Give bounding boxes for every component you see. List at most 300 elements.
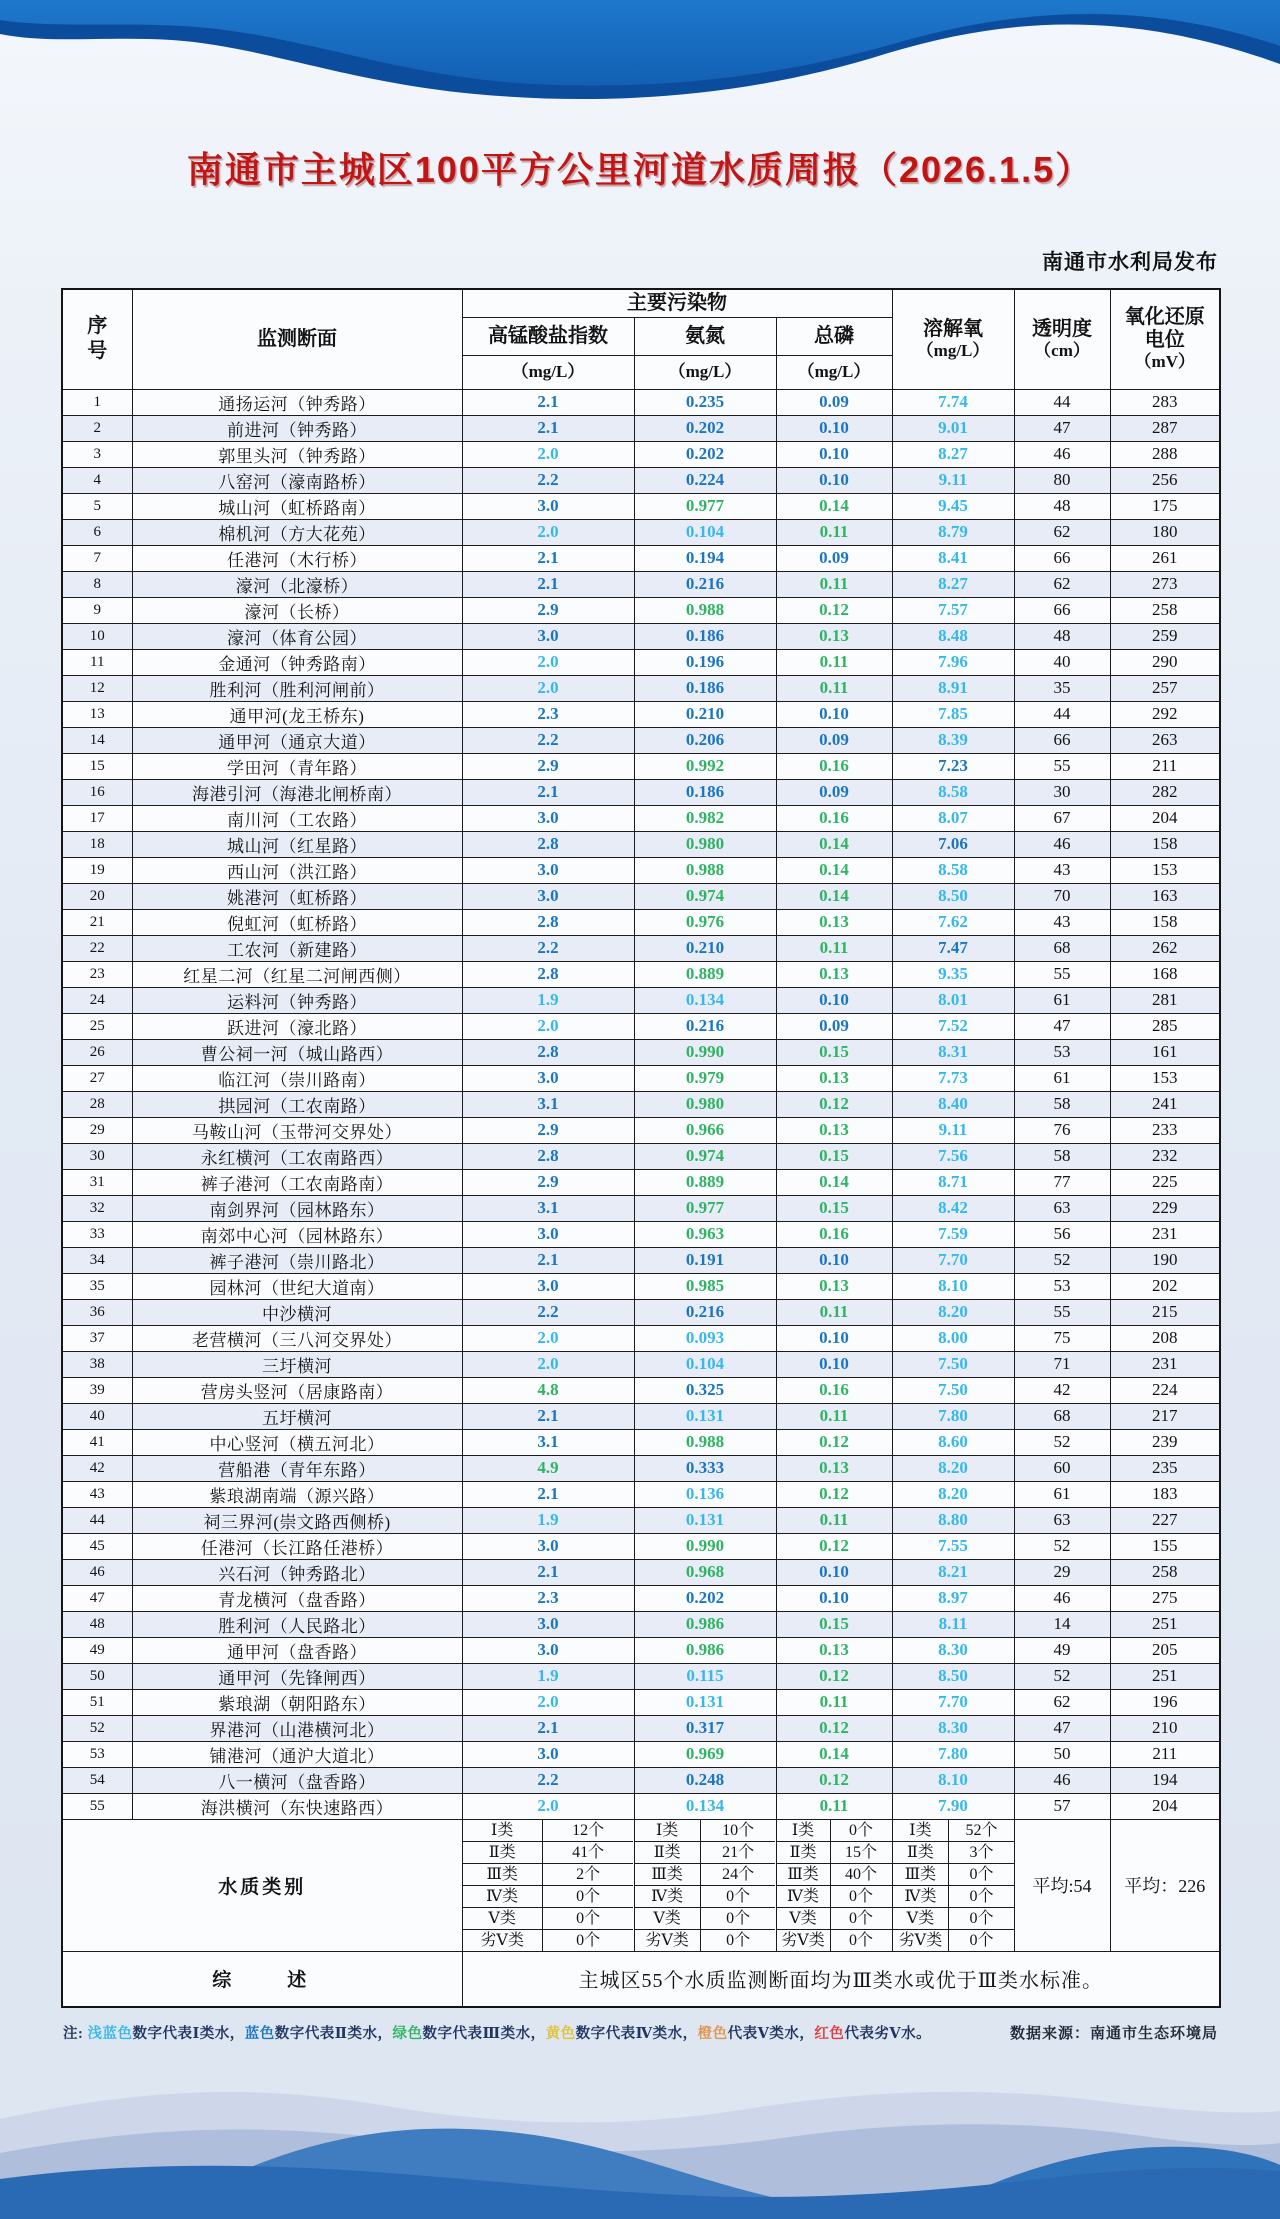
summary-class-label: Ⅲ类: [463, 1864, 543, 1886]
row-codmn-value: 2.1: [462, 1559, 634, 1585]
table-footer: [62, 1819, 1220, 2007]
row-section-name: 学田河（青年路）: [132, 753, 462, 779]
summary-class-label: Ⅴ类: [893, 1908, 950, 1930]
row-nh3n-value: 0.966: [634, 1117, 776, 1143]
row-do-value: 7.55: [892, 1533, 1014, 1559]
row-do-value: 8.30: [892, 1637, 1014, 1663]
table-row: [62, 1221, 1220, 1247]
row-tp-value: 0.15: [776, 1195, 892, 1221]
row-transparency-value: 55: [1014, 961, 1110, 987]
row-orp-value: 224: [1110, 1377, 1220, 1403]
row-do-value: 7.80: [892, 1403, 1014, 1429]
row-do-value: 7.62: [892, 909, 1014, 935]
row-codmn-value: 3.0: [462, 805, 634, 831]
row-orp-value: 183: [1110, 1481, 1220, 1507]
row-transparency-value: 67: [1014, 805, 1110, 831]
summary-class-label: Ⅱ类: [463, 1842, 543, 1864]
row-codmn-value: 2.2: [462, 467, 634, 493]
row-seq: 40: [62, 1403, 132, 1429]
row-transparency-value: 60: [1014, 1455, 1110, 1481]
row-seq: 55: [62, 1793, 132, 1819]
row-nh3n-value: 0.216: [634, 571, 776, 597]
table-row: [62, 727, 1220, 753]
row-tp-value: 0.10: [776, 1351, 892, 1377]
row-nh3n-value: 0.990: [634, 1533, 776, 1559]
row-do-value: 8.20: [892, 1481, 1014, 1507]
row-section-name: 兴石河（钟秀路北）: [132, 1559, 462, 1585]
header-codmn: 高锰酸盐指数: [462, 317, 634, 355]
row-orp-value: 258: [1110, 597, 1220, 623]
row-nh3n-value: 0.982: [634, 805, 776, 831]
row-do-value: 8.00: [892, 1325, 1014, 1351]
row-do-value: 7.56: [892, 1143, 1014, 1169]
row-orp-value: 292: [1110, 701, 1220, 727]
row-transparency-value: 44: [1014, 701, 1110, 727]
row-seq: 9: [62, 597, 132, 623]
row-transparency-value: 14: [1014, 1611, 1110, 1637]
row-orp-value: 282: [1110, 779, 1220, 805]
row-transparency-value: 53: [1014, 1039, 1110, 1065]
summary-class-label: Ⅴ类: [463, 1908, 543, 1930]
summary-class-count: 12个: [543, 1820, 634, 1842]
row-nh3n-value: 0.990: [634, 1039, 776, 1065]
row-do-value: 7.96: [892, 649, 1014, 675]
row-nh3n-value: 0.131: [634, 1507, 776, 1533]
row-nh3n-value: 0.115: [634, 1663, 776, 1689]
row-transparency-value: 52: [1014, 1247, 1110, 1273]
row-codmn-value: 2.1: [462, 571, 634, 597]
row-orp-value: 211: [1110, 1741, 1220, 1767]
row-section-name: 运料河（钟秀路）: [132, 987, 462, 1013]
header-transparency: 透明度 （cm）: [1014, 289, 1110, 389]
row-seq: 7: [62, 545, 132, 571]
row-seq: 28: [62, 1091, 132, 1117]
row-section-name: 通甲河（盘香路）: [132, 1637, 462, 1663]
summary-class-label: Ⅰ类: [893, 1820, 950, 1842]
row-orp-value: 229: [1110, 1195, 1220, 1221]
row-nh3n-value: 0.986: [634, 1637, 776, 1663]
row-transparency-value: 80: [1014, 467, 1110, 493]
row-section-name: 海港引河（海港北闸桥南）: [132, 779, 462, 805]
row-transparency-value: 43: [1014, 909, 1110, 935]
row-tp-value: 0.12: [776, 1481, 892, 1507]
row-section-name: 拱园河（工农南路）: [132, 1091, 462, 1117]
row-transparency-value: 61: [1014, 1481, 1110, 1507]
row-do-value: 7.23: [892, 753, 1014, 779]
summary-class-count: 0个: [576, 1931, 601, 1949]
row-codmn-value: 1.9: [462, 1663, 634, 1689]
row-transparency-value: 61: [1014, 1065, 1110, 1091]
table-row: [62, 1533, 1220, 1559]
row-nh3n-value: 0.968: [634, 1559, 776, 1585]
summary-class-count: 40个: [831, 1864, 892, 1886]
row-tp-value: 0.10: [776, 415, 892, 441]
row-seq: 10: [62, 623, 132, 649]
row-tp-value: 0.14: [776, 857, 892, 883]
legend-segment: 代表Ⅴ类水，: [727, 2026, 815, 2042]
row-orp-value: 232: [1110, 1143, 1220, 1169]
row-seq: 1: [62, 389, 132, 415]
row-transparency-value: 70: [1014, 883, 1110, 909]
table-row: [62, 545, 1220, 571]
row-orp-value: 205: [1110, 1637, 1220, 1663]
row-transparency-value: 62: [1014, 571, 1110, 597]
row-nh3n-value: 0.186: [634, 675, 776, 701]
row-transparency-value: 66: [1014, 597, 1110, 623]
row-seq: 8: [62, 571, 132, 597]
table-row: [62, 1507, 1220, 1533]
table-row: [62, 1481, 1220, 1507]
row-seq: 42: [62, 1455, 132, 1481]
row-nh3n-value: 0.889: [634, 961, 776, 987]
row-codmn-value: 2.1: [462, 1715, 634, 1741]
row-seq: 48: [62, 1611, 132, 1637]
row-orp-value: 196: [1110, 1689, 1220, 1715]
row-codmn-value: 2.0: [462, 1793, 634, 1819]
row-do-value: 8.80: [892, 1507, 1014, 1533]
row-do-value: 9.11: [892, 1117, 1014, 1143]
row-seq: 11: [62, 649, 132, 675]
row-orp-value: 285: [1110, 1013, 1220, 1039]
row-transparency-value: 61: [1014, 987, 1110, 1013]
row-nh3n-value: 0.131: [634, 1689, 776, 1715]
row-tp-value: 0.12: [776, 1663, 892, 1689]
row-codmn-value: 4.8: [462, 1377, 634, 1403]
row-section-name: 紫琅湖南端（源兴路）: [132, 1481, 462, 1507]
row-do-value: 7.85: [892, 701, 1014, 727]
row-do-value: 8.97: [892, 1585, 1014, 1611]
row-seq: 33: [62, 1221, 132, 1247]
row-codmn-value: 3.0: [462, 883, 634, 909]
row-section-name: 通甲河（先锋闸西）: [132, 1663, 462, 1689]
row-seq: 20: [62, 883, 132, 909]
summary-class-label: 劣Ⅴ类: [893, 1930, 950, 1951]
table-row: [62, 1429, 1220, 1455]
table-row: [62, 1065, 1220, 1091]
row-tp-value: 0.16: [776, 805, 892, 831]
row-section-name: 胜利河（人民路北）: [132, 1611, 462, 1637]
row-codmn-value: 2.3: [462, 701, 634, 727]
table-row: [62, 935, 1220, 961]
row-orp-value: 210: [1110, 1715, 1220, 1741]
row-transparency-value: 49: [1014, 1637, 1110, 1663]
row-do-value: 7.74: [892, 389, 1014, 415]
row-tp-value: 0.13: [776, 1637, 892, 1663]
row-nh3n-value: 0.977: [634, 1195, 776, 1221]
summary-class-count: 52个: [949, 1820, 1013, 1842]
row-tp-value: 0.11: [776, 1507, 892, 1533]
summary-nh3n-cell: [634, 1819, 776, 1951]
legend-segment: 橙色: [697, 2026, 728, 2042]
row-transparency-value: 58: [1014, 1143, 1110, 1169]
row-section-name: 濠河（北濠桥）: [132, 571, 462, 597]
water-table-body: [62, 389, 1220, 1819]
row-tp-value: 0.12: [776, 1429, 892, 1455]
table-row: [62, 1377, 1220, 1403]
row-section-name: 营船港（青年东路）: [132, 1455, 462, 1481]
legend-segment: 蓝色: [244, 2026, 275, 2042]
row-section-name: 裤子港河（工农南路南）: [132, 1169, 462, 1195]
row-orp-value: 290: [1110, 649, 1220, 675]
summary-class-label: Ⅳ类: [463, 1886, 543, 1908]
overview-label: 综 述: [62, 1951, 462, 2007]
row-orp-value: 231: [1110, 1221, 1220, 1247]
row-seq: 39: [62, 1377, 132, 1403]
row-orp-value: 273: [1110, 571, 1220, 597]
row-section-name: 棉机河（方大花苑）: [132, 519, 462, 545]
row-seq: 16: [62, 779, 132, 805]
table-row: [62, 753, 1220, 779]
row-do-value: 8.10: [892, 1273, 1014, 1299]
row-orp-value: 262: [1110, 935, 1220, 961]
summary-class-label: Ⅲ类: [893, 1864, 950, 1886]
row-seq: 41: [62, 1429, 132, 1455]
row-orp-value: 281: [1110, 987, 1220, 1013]
row-section-name: 通甲河（通京大道）: [132, 727, 462, 753]
row-tp-value: 0.16: [776, 753, 892, 779]
row-orp-value: 168: [1110, 961, 1220, 987]
row-section-name: 马鞍山河（玉带河交界处）: [132, 1117, 462, 1143]
row-transparency-value: 58: [1014, 1091, 1110, 1117]
table-row: [62, 1559, 1220, 1585]
row-do-value: 8.20: [892, 1455, 1014, 1481]
legend-segment: 浅蓝色: [87, 2026, 133, 2042]
table-row: [62, 1715, 1220, 1741]
row-transparency-value: 42: [1014, 1377, 1110, 1403]
row-nh3n-value: 0.986: [634, 1611, 776, 1637]
legend-segment: 注:: [63, 2026, 88, 2042]
row-orp-value: 257: [1110, 675, 1220, 701]
row-section-name: 曹公祠一河（城山路西）: [132, 1039, 462, 1065]
row-codmn-value: 3.1: [462, 1429, 634, 1455]
row-nh3n-value: 0.191: [634, 1247, 776, 1273]
row-seq: 52: [62, 1715, 132, 1741]
table-row: [62, 1689, 1220, 1715]
row-codmn-value: 2.9: [462, 1169, 634, 1195]
row-section-name: 裤子港河（崇川路北）: [132, 1247, 462, 1273]
row-orp-value: 204: [1110, 805, 1220, 831]
table-row: [62, 1091, 1220, 1117]
table-row: [62, 493, 1220, 519]
table-row: [62, 1117, 1220, 1143]
row-do-value: 8.31: [892, 1039, 1014, 1065]
row-do-value: 9.11: [892, 467, 1014, 493]
row-tp-value: 0.16: [776, 1221, 892, 1247]
row-transparency-value: 47: [1014, 1715, 1110, 1741]
table-row: [62, 1611, 1220, 1637]
summary-class-count: 0个: [543, 1886, 634, 1908]
row-do-value: 8.20: [892, 1299, 1014, 1325]
row-section-name: 城山河（虹桥路南）: [132, 493, 462, 519]
table-row: [62, 597, 1220, 623]
row-transparency-value: 47: [1014, 1013, 1110, 1039]
row-tp-value: 0.14: [776, 1741, 892, 1767]
row-transparency-value: 63: [1014, 1507, 1110, 1533]
row-orp-value: 235: [1110, 1455, 1220, 1481]
row-tp-value: 0.14: [776, 831, 892, 857]
row-section-name: 工农河（新建路）: [132, 935, 462, 961]
row-tp-value: 0.10: [776, 1247, 892, 1273]
row-seq: 47: [62, 1585, 132, 1611]
row-seq: 32: [62, 1195, 132, 1221]
row-nh3n-value: 0.980: [634, 1091, 776, 1117]
row-seq: 13: [62, 701, 132, 727]
row-do-value: 8.58: [892, 857, 1014, 883]
row-codmn-value: 2.1: [462, 415, 634, 441]
row-nh3n-value: 0.196: [634, 649, 776, 675]
row-section-name: 南川河（工农路）: [132, 805, 462, 831]
row-tp-value: 0.13: [776, 623, 892, 649]
row-transparency-value: 55: [1014, 1299, 1110, 1325]
row-tp-value: 0.11: [776, 1403, 892, 1429]
row-codmn-value: 2.8: [462, 831, 634, 857]
row-transparency-value: 66: [1014, 545, 1110, 571]
row-codmn-value: 3.0: [462, 493, 634, 519]
row-orp-value: 211: [1110, 753, 1220, 779]
row-nh3n-value: 0.988: [634, 597, 776, 623]
row-tp-value: 0.10: [776, 1325, 892, 1351]
row-tp-value: 0.10: [776, 701, 892, 727]
row-section-name: 南郊中心河（园林路东）: [132, 1221, 462, 1247]
row-section-name: 姚港河（虹桥路）: [132, 883, 462, 909]
row-nh3n-value: 0.988: [634, 1429, 776, 1455]
row-seq: 15: [62, 753, 132, 779]
header-codmn-unit: （mg/L）: [462, 355, 634, 389]
summary-class-count: 0个: [949, 1886, 1013, 1908]
row-transparency-value: 48: [1014, 623, 1110, 649]
summary-grid-nh3n: [635, 1820, 776, 1951]
row-transparency-value: 68: [1014, 1403, 1110, 1429]
row-nh3n-value: 0.985: [634, 1273, 776, 1299]
row-section-name: 西山河（洪江路）: [132, 857, 462, 883]
row-do-value: 8.79: [892, 519, 1014, 545]
row-transparency-value: 44: [1014, 389, 1110, 415]
table-row: [62, 1741, 1220, 1767]
row-do-value: 7.70: [892, 1689, 1014, 1715]
row-nh3n-value: 0.202: [634, 1585, 776, 1611]
row-do-value: 8.58: [892, 779, 1014, 805]
row-do-value: 8.48: [892, 623, 1014, 649]
row-orp-value: 225: [1110, 1169, 1220, 1195]
row-nh3n-value: 0.202: [634, 415, 776, 441]
row-section-name: 跃进河（濠北路）: [132, 1013, 462, 1039]
table-row: [62, 1767, 1220, 1793]
legend-segment: 数字代表Ⅲ类水，: [422, 2026, 546, 2042]
row-tp-value: 0.16: [776, 1377, 892, 1403]
row-tp-value: 0.11: [776, 1793, 892, 1819]
row-nh3n-value: 0.963: [634, 1221, 776, 1247]
row-orp-value: 227: [1110, 1507, 1220, 1533]
row-orp-value: 256: [1110, 467, 1220, 493]
row-seq: 31: [62, 1169, 132, 1195]
legend-segment: 代表劣Ⅴ水。: [844, 2026, 932, 2042]
row-do-value: 7.59: [892, 1221, 1014, 1247]
water-quality-table: [61, 288, 1221, 2008]
table-row: [62, 883, 1220, 909]
table-row: [62, 909, 1220, 935]
row-nh3n-value: 0.974: [634, 883, 776, 909]
row-orp-value: 241: [1110, 1091, 1220, 1117]
row-transparency-value: 46: [1014, 1585, 1110, 1611]
row-orp-value: 163: [1110, 883, 1220, 909]
row-orp-value: 161: [1110, 1039, 1220, 1065]
table-row: [62, 1585, 1220, 1611]
data-source: 数据来源：南通市生态环境局: [1009, 2026, 1218, 2042]
row-tp-value: 0.13: [776, 1065, 892, 1091]
row-do-value: 8.50: [892, 883, 1014, 909]
table-row: [62, 805, 1220, 831]
summary-class-label: Ⅳ类: [893, 1886, 950, 1908]
row-codmn-value: 2.9: [462, 597, 634, 623]
row-tp-value: 0.12: [776, 1715, 892, 1741]
row-seq: 22: [62, 935, 132, 961]
summary-label: 水质类别: [62, 1819, 462, 1951]
row-tp-value: 0.12: [776, 1533, 892, 1559]
row-tp-value: 0.10: [776, 987, 892, 1013]
summary-class-count: 0个: [831, 1886, 892, 1908]
row-transparency-value: 52: [1014, 1533, 1110, 1559]
row-nh3n-value: 0.977: [634, 493, 776, 519]
row-orp-value: 287: [1110, 415, 1220, 441]
row-codmn-value: 2.3: [462, 1585, 634, 1611]
row-section-name: 倪虹河（虹桥路）: [132, 909, 462, 935]
row-tp-value: 0.15: [776, 1611, 892, 1637]
row-nh3n-value: 0.248: [634, 1767, 776, 1793]
row-section-name: 中沙横河: [132, 1299, 462, 1325]
row-tp-value: 0.13: [776, 1455, 892, 1481]
row-tp-value: 0.10: [776, 441, 892, 467]
overview-text: 主城区55个水质监测断面均为Ⅲ类水或优于Ⅲ类水标准。: [462, 1951, 1220, 2007]
row-tp-value: 0.11: [776, 571, 892, 597]
row-tp-value: 0.11: [776, 1299, 892, 1325]
table-row: [62, 1169, 1220, 1195]
row-section-name: 园林河（世纪大道南）: [132, 1273, 462, 1299]
row-transparency-value: 66: [1014, 727, 1110, 753]
row-section-name: 八一横河（盘香路）: [132, 1767, 462, 1793]
row-nh3n-value: 0.194: [634, 545, 776, 571]
row-codmn-value: 2.0: [462, 1351, 634, 1377]
row-section-name: 南剑界河（园林路东）: [132, 1195, 462, 1221]
row-section-name: 永红横河（工农南路西）: [132, 1143, 462, 1169]
row-transparency-value: 56: [1014, 1221, 1110, 1247]
table-row: [62, 857, 1220, 883]
row-nh3n-value: 0.992: [634, 753, 776, 779]
row-section-name: 五圩横河: [132, 1403, 462, 1429]
row-do-value: 7.73: [892, 1065, 1014, 1091]
row-do-value: 9.35: [892, 961, 1014, 987]
row-orp-value: 231: [1110, 1351, 1220, 1377]
table-row: [62, 467, 1220, 493]
row-transparency-value: 62: [1014, 1689, 1110, 1715]
row-codmn-value: 2.8: [462, 1039, 634, 1065]
summary-class-label: 劣Ⅴ类: [635, 1930, 701, 1951]
legend-segment: 黄色: [545, 2026, 576, 2042]
row-codmn-value: 3.0: [462, 1065, 634, 1091]
table-row: [62, 1663, 1220, 1689]
row-seq: 35: [62, 1273, 132, 1299]
row-codmn-value: 2.1: [462, 1481, 634, 1507]
table-row: [62, 675, 1220, 701]
table-row: [62, 441, 1220, 467]
row-orp-value: 208: [1110, 1325, 1220, 1351]
row-section-name: 红星二河（红星二河闸西侧）: [132, 961, 462, 987]
row-seq: 14: [62, 727, 132, 753]
summary-class-count: 0个: [726, 1931, 751, 1949]
row-codmn-value: 2.9: [462, 753, 634, 779]
summary-class-label: Ⅴ类: [635, 1908, 701, 1930]
top-wave-decoration: [0, 0, 1280, 102]
row-transparency-value: 52: [1014, 1663, 1110, 1689]
